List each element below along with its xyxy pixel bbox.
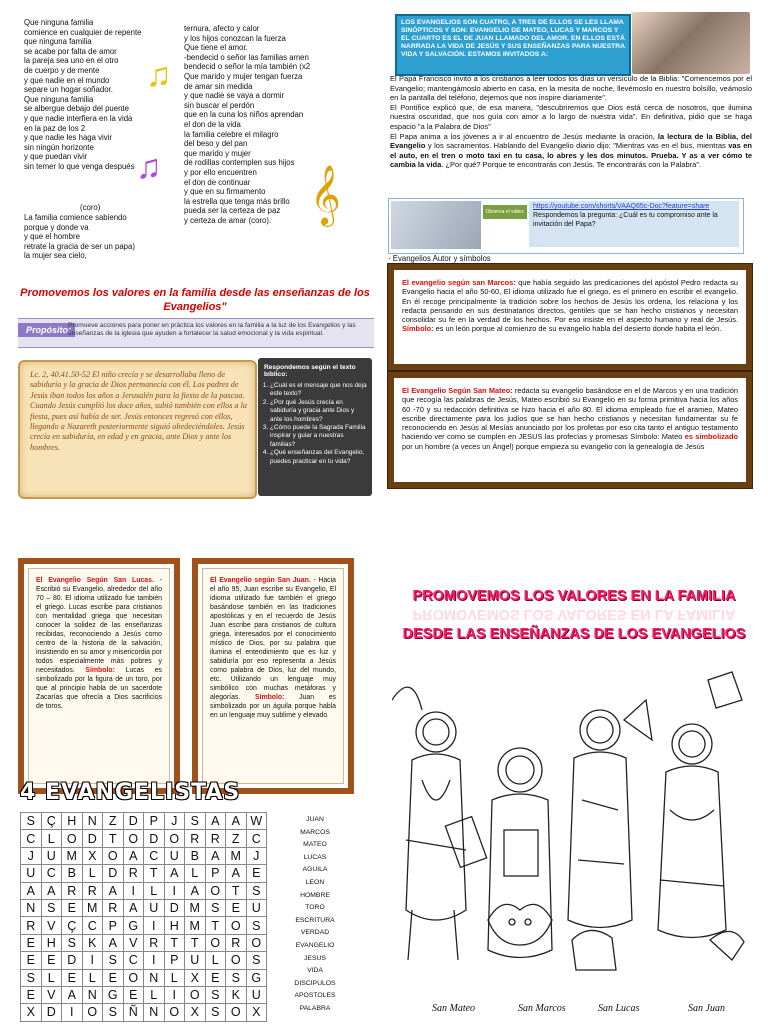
wordsearch-cell[interactable]: Ñ bbox=[123, 1004, 144, 1021]
wordsearch-word: PALABRA bbox=[299, 1004, 331, 1012]
wordsearch-word: VIDA bbox=[307, 967, 323, 975]
wordsearch-word: EVANGELIO bbox=[295, 941, 335, 949]
article-text: y los sacramentos. Hablando del Evangelio diario dijo: "Mientras vas en el bus, mientras bbox=[425, 141, 729, 151]
wordsearch-cell[interactable]: U bbox=[41, 847, 62, 864]
wordsearch-cell[interactable]: E bbox=[41, 952, 62, 969]
wordsearch-cell[interactable]: S bbox=[246, 952, 267, 969]
wordsearch-cell[interactable]: S bbox=[185, 813, 206, 830]
wordsearch-cell[interactable]: Ç bbox=[62, 917, 83, 934]
caption-san-juan: San Juan bbox=[688, 1003, 725, 1014]
wordsearch-row bbox=[21, 813, 267, 830]
wordsearch-cell[interactable]: A bbox=[205, 813, 226, 830]
wordsearch-cell[interactable]: P bbox=[144, 813, 165, 830]
pope-photo bbox=[632, 12, 750, 74]
wordsearch-cell[interactable]: E bbox=[21, 934, 42, 951]
article-text: El Papa anima a los jóvenes a ir al encuentro de Jesús mediante la oración, bbox=[390, 131, 658, 141]
wordsearch-cell[interactable]: U bbox=[144, 899, 165, 916]
wordsearch-cell[interactable]: A bbox=[164, 865, 185, 882]
wordsearch-cell[interactable]: A bbox=[185, 882, 206, 899]
wordsearch-cell[interactable]: S bbox=[205, 986, 226, 1003]
wordsearch-cell[interactable]: L bbox=[41, 969, 62, 986]
hymn-column-2: ternura, afecto y calor y los hijos conozcan la fuerza Que tiene el amor. -bendecid o señor las familias amen bendecid o señor la mía también (x2 Que marido y mujer tengan fuerza de amar sin medida y que nadie se vaya a dormir sin buscar el perdón que en la cuna los niños aprendan el don de la vida la familia celebre el milagro del beso y del pan que marido y mujer de rodillas contemplen sus hijos y por ello encuentren el don de continuar y que en su firmamento la estrella que tenga más brillo pueda ser la certeza de paz y certeza de amar (coro). bbox=[184, 24, 311, 225]
card-title: El evangelio según san Marcos: bbox=[402, 278, 516, 287]
wordsearch-word: MARCOS bbox=[300, 828, 330, 836]
wordsearch-cell[interactable]: O bbox=[123, 830, 144, 847]
wordsearch-cell[interactable]: R bbox=[62, 882, 83, 899]
wordsearch-cell[interactable]: V bbox=[123, 934, 144, 951]
banner-text: LOS EVANGELIOS SON CUATRO, A TRES DE ELLOS SE LES LLAMA SINÓPTICOS Y SON: EVANGELIO DE MATEO, LUCAS Y MARCOS Y EL CUARTO ES EL DE JUAN LLAMADO DEL AMOR. EN ELLOS ESTÁ NARRADA LA VIDA DE JESÚS Y SUS ENSEÑANZAS PARA NUESTRA VIDA Y SALVACIÓN. ESTAMOS INVITADOS A: bbox=[401, 19, 625, 59]
wordsearch-cell[interactable]: P bbox=[103, 917, 124, 934]
wordsearch-cell[interactable]: R bbox=[144, 934, 165, 951]
gospel-card-mateo bbox=[388, 372, 752, 488]
wordsearch-cell[interactable]: E bbox=[21, 986, 42, 1003]
symbol-label: es simbolizado bbox=[684, 432, 739, 442]
wordsearch-cell[interactable]: J bbox=[164, 813, 185, 830]
wordsearch-cell[interactable]: D bbox=[41, 1004, 62, 1021]
wordsearch-cell[interactable]: O bbox=[123, 969, 144, 986]
symbol-label: Símbolo: bbox=[85, 667, 115, 674]
section-heading: - Evangelios Autor y símbolos bbox=[388, 254, 491, 263]
wordsearch-cell[interactable]: U bbox=[185, 952, 206, 969]
pope-writing-image bbox=[391, 201, 481, 249]
card-text: - Escribió su Evangelio, alrededor del año 70 – 80. El idioma utilizado fue también el griego. Lucas escribe para cristianos con mentalidad griega que necesitan conocer la solidez de las enseñanzas recibidas, reconociendo a Jesús como centro de la historia de la salvación, insistiendo en su amor y misericordia por todos especialmente más pobres y necesitados. bbox=[36, 577, 162, 674]
wordsearch-cell[interactable]: A bbox=[62, 986, 83, 1003]
wordsearch-cell[interactable]: A bbox=[103, 882, 124, 899]
wordsearch-word: ESCRITURA bbox=[295, 916, 335, 924]
wordsearch-cell[interactable]: P bbox=[205, 865, 226, 882]
wordsearch-cell[interactable]: D bbox=[123, 813, 144, 830]
wordsearch-cell[interactable]: E bbox=[103, 969, 124, 986]
wordsearch-cell[interactable]: E bbox=[21, 952, 42, 969]
wordsearch-cell[interactable]: P bbox=[164, 952, 185, 969]
wordsearch-cell[interactable]: L bbox=[205, 952, 226, 969]
wordsearch-cell[interactable]: S bbox=[21, 969, 42, 986]
video-label: Observa el video: bbox=[483, 205, 527, 219]
coloring-title-line1: PROMOVEMOS LOS VALORES EN LA FAMILIA bbox=[412, 588, 736, 604]
card-text: Lucas es simbolizado por la figura de un toro, por que al principio habla de un sacerdote Zacarías que ofrecía a Dios sacrificios de toros. bbox=[36, 667, 162, 710]
coloring-title-reflection: PROMOVEMOS LOS VALORES EN LA FAMILIA bbox=[412, 606, 736, 622]
video-panel bbox=[529, 201, 739, 247]
wordsearch-cell[interactable]: S bbox=[205, 1004, 226, 1021]
wordsearch-cell[interactable]: N bbox=[21, 899, 42, 916]
wordsearch-cell[interactable]: E bbox=[62, 969, 83, 986]
treble-clef-icon: 𝄞 bbox=[310, 166, 341, 224]
wordsearch-cell[interactable]: Ç bbox=[41, 813, 62, 830]
wordsearch-cell[interactable]: B bbox=[62, 865, 83, 882]
wordsearch-cell[interactable]: T bbox=[164, 934, 185, 951]
wordsearch-cell[interactable]: I bbox=[82, 952, 103, 969]
wordsearch-cell[interactable]: O bbox=[82, 1004, 103, 1021]
wordsearch-row bbox=[21, 969, 267, 986]
wordsearch-cell[interactable]: I bbox=[164, 986, 185, 1003]
card-title: El Evangelio Según San Mateo: bbox=[402, 386, 513, 395]
wordsearch-cell[interactable]: R bbox=[205, 830, 226, 847]
wordsearch-row bbox=[21, 952, 267, 969]
wordsearch-cell[interactable]: A bbox=[21, 882, 42, 899]
wordsearch-cell[interactable]: S bbox=[205, 899, 226, 916]
wordsearch-cell[interactable]: O bbox=[246, 934, 267, 951]
wordsearch-cell[interactable]: O bbox=[62, 830, 83, 847]
video-box bbox=[388, 198, 744, 254]
card-text: Juan es simbolizado por un águila porque habla en un lenguaje muy sublime y elevado bbox=[210, 694, 336, 719]
wordsearch-cell[interactable]: I bbox=[144, 917, 165, 934]
wordsearch-cell[interactable]: R bbox=[185, 830, 206, 847]
wordsearch-row bbox=[21, 986, 267, 1003]
wordsearch-cell[interactable]: D bbox=[164, 899, 185, 916]
wordsearch-cell[interactable]: O bbox=[103, 847, 124, 864]
wordsearch-cell[interactable]: R bbox=[123, 865, 144, 882]
wordsearch-cell[interactable]: S bbox=[62, 934, 83, 951]
video-prompt: Respondemos la pregunta: ¿Cuál es tu compromiso ante la invitación del Papa? bbox=[533, 211, 718, 228]
article-paragraph: El Papa Francisco invitó a los cristianos a leer todos los días un versículo de la Biblia: "Comencemos por el Evangelio; mantengámoslo abierto en casa, en la mesita de noche, llevémoslo en nuestro bolsillo, veámoslo en la pantalla del teléfono, dejemos que nos inspire diariamente". bbox=[390, 74, 752, 103]
wordsearch-cell[interactable]: W bbox=[246, 813, 267, 830]
wordsearch-cell[interactable]: X bbox=[21, 1004, 42, 1021]
card-text: redacta su evangelio basándose en el de Marcos y en una tradición que recogía las palabras de Jesús, Mateo escribió su Evangelio en su forma primitiva hacia los años 60 -70 y su redacción definitiva se hizo hacia el año 80. El idioma empleado fue el arameo, Mateo escribe directamente para los judíos que se han hecho cristianos y necesitan fundamentar su fe reconociendo en Jesús al Mesías anunciado por los profetas por eso cita tanto el antiguo testamento haciendo ver como se cumplen en JESUS las profecías y promesas Símbolo: Mateo bbox=[402, 386, 738, 442]
purpose-box bbox=[18, 318, 374, 348]
wordsearch-cell[interactable]: X bbox=[246, 1004, 267, 1021]
wordsearch-grid bbox=[20, 812, 267, 1022]
wordsearch-cell[interactable]: M bbox=[62, 847, 83, 864]
wordsearch-cell[interactable]: L bbox=[82, 969, 103, 986]
wordsearch-cell[interactable]: M bbox=[185, 917, 206, 934]
wordsearch-cell[interactable]: C bbox=[41, 865, 62, 882]
wordsearch-cell[interactable]: M bbox=[185, 899, 206, 916]
article-bold: vas en el auto, en el tren o moto taxi en tu casa, lo abres y les dos minutos. Prueba. Y as a ver cómo te cambia la vida bbox=[390, 141, 752, 170]
wordsearch-cell[interactable]: C bbox=[246, 830, 267, 847]
video-link[interactable]: https://youtube.com/shorts/VAAQ65c-Doc?feature=share bbox=[533, 203, 710, 210]
wordsearch-cell[interactable]: A bbox=[41, 882, 62, 899]
article-paragraph bbox=[390, 132, 752, 170]
wordsearch-cell[interactable]: L bbox=[144, 882, 165, 899]
wordsearch-cell[interactable]: I bbox=[62, 1004, 83, 1021]
wordsearch-cell[interactable]: O bbox=[226, 1004, 247, 1021]
saint-mateo-figure bbox=[392, 687, 487, 960]
wordsearch-cell[interactable]: S bbox=[103, 1004, 124, 1021]
pope-article bbox=[390, 74, 752, 170]
wordsearch-cell[interactable]: G bbox=[123, 917, 144, 934]
wordsearch-cell[interactable]: C bbox=[21, 830, 42, 847]
hymn-column-1: Que ninguna familia comience en cualquier de repente que ninguna familia se acabe por falta de amor la pareja sea uno en el otro de cuerpo y de mente y que nadie en el mundo separe un hogar soñador. Que ninguna familia se albergue debajo del puente y que nadie interfiera en la vida en la paz de los 2 y que nadie les haga vivir sin ningún horizonte y que puedan vivir sin temer lo que venga después bbox=[24, 18, 142, 171]
symbol-label: Símbolo: bbox=[402, 324, 434, 334]
gospel-card-marcos bbox=[388, 264, 752, 370]
gospel-card-lucas bbox=[18, 558, 180, 794]
saint-marcos-figure bbox=[488, 748, 552, 958]
wordsearch-cell[interactable]: N bbox=[82, 813, 103, 830]
wordsearch-cell[interactable]: L bbox=[185, 865, 206, 882]
wordsearch-cell[interactable]: X bbox=[185, 969, 206, 986]
caption-san-marcos: San Marcos bbox=[518, 1003, 566, 1014]
card-title: El Evangelio según San Juan. bbox=[210, 577, 311, 584]
lesson-title: Promovemos los valores en la familia desde las enseñanzas de los Evangelios" bbox=[20, 287, 370, 313]
card-text: es un león porque al comienzo de su evangelio habla del desierto donde habita el león. bbox=[433, 324, 722, 334]
wordsearch-word: LUCAS bbox=[303, 853, 327, 861]
questions-board bbox=[258, 358, 372, 496]
wordsearch-cell[interactable]: B bbox=[185, 847, 206, 864]
wordsearch-cell[interactable]: E bbox=[226, 899, 247, 916]
wordsearch-cell[interactable]: O bbox=[164, 830, 185, 847]
wordsearch-cell[interactable]: U bbox=[164, 847, 185, 864]
caption-san-lucas: San Lucas bbox=[598, 1003, 640, 1014]
question-item: 3. ¿Cómo puede la Sagrada Familia inspirar y guiar a nuestras familias? bbox=[270, 424, 368, 449]
gospels-banner bbox=[395, 14, 631, 76]
question-item: 2. ¿Por qué Jesús crecía en sabiduría y gracia ante Dios y ante los hombres? bbox=[270, 399, 368, 424]
saint-lucas-figure bbox=[568, 700, 652, 970]
wordsearch-cell[interactable]: D bbox=[144, 830, 165, 847]
wordsearch-cell[interactable]: O bbox=[185, 986, 206, 1003]
wordsearch-row bbox=[21, 917, 267, 934]
wordsearch-cell[interactable]: A bbox=[103, 934, 124, 951]
wordsearch-word: JUAN bbox=[306, 816, 324, 823]
wordsearch-cell[interactable]: T bbox=[185, 934, 206, 951]
wordsearch-cell[interactable]: K bbox=[226, 986, 247, 1003]
wordsearch-cell[interactable]: R bbox=[21, 917, 42, 934]
wordsearch-word: APOSTOLES bbox=[294, 992, 336, 1000]
wordsearch-cell[interactable]: S bbox=[246, 882, 267, 899]
purpose-text: Promueve acciones para poner en práctica los valores en la familia a la luz de los Evangelios y las enseñanzas de la iglesia que ayuden a fortalecer la salud emocional y la vida espiritual. bbox=[68, 322, 356, 337]
wordsearch-cell[interactable]: S bbox=[246, 917, 267, 934]
wordsearch-cell[interactable]: D bbox=[82, 830, 103, 847]
evangelists-coloring-page bbox=[392, 660, 758, 1000]
wordsearch-cell[interactable]: K bbox=[82, 934, 103, 951]
wordsearch-cell[interactable]: O bbox=[226, 917, 247, 934]
wordsearch-cell[interactable]: J bbox=[21, 847, 42, 864]
wordsearch-row bbox=[21, 1004, 267, 1021]
question-item: 1. ¿Cuál es el mensaje que nos deja este texto? bbox=[270, 382, 368, 399]
wordsearch-cell[interactable]: I bbox=[123, 882, 144, 899]
article-text: . ¿Por qué? Porque te encontrarás con Jesús. Te encontrarás con la Palabra". bbox=[441, 160, 702, 170]
wordsearch-word: MATEO bbox=[303, 841, 327, 849]
wordsearch-cell[interactable]: H bbox=[164, 917, 185, 934]
wordsearch-row bbox=[21, 865, 267, 882]
wordsearch-cell[interactable]: L bbox=[164, 969, 185, 986]
wordsearch-cell[interactable]: T bbox=[205, 917, 226, 934]
wordsearch-cell[interactable]: O bbox=[226, 952, 247, 969]
wordsearch-row bbox=[21, 882, 267, 899]
card-text: - Hacia el año 95, Juan escribe su Evangelio, El idioma utilizado fue también el griego basándose también en las tradiciones apostólicas y en el recuerdo de Jesús Juan escribe para cristianos de cultura griega, interesados por el conocimiento místico de Dios, por su palabra que ilumina el entendimiento que es luz y sabiduría por eso representa a Jesús como palabra de Dios, luz del mundo, etc. Utilizando un lenguaje muy simbólico con muchas metáforas y alegorías. bbox=[210, 577, 336, 701]
wordsearch-cell[interactable]: I bbox=[144, 952, 165, 969]
wordsearch-cell[interactable]: R bbox=[103, 899, 124, 916]
wordsearch-word: VERDAD bbox=[300, 929, 330, 937]
wordsearch-cell[interactable]: G bbox=[103, 986, 124, 1003]
wordsearch-cell[interactable]: N bbox=[144, 969, 165, 986]
wordsearch-cell[interactable]: I bbox=[164, 882, 185, 899]
coloring-title-line2: DESDE LAS ENSEÑANZAS DE LOS EVANGELIOS bbox=[402, 626, 746, 642]
wordsearch-cell[interactable]: T bbox=[144, 865, 165, 882]
saint-juan-figure bbox=[658, 672, 744, 960]
wordsearch-cell[interactable]: Z bbox=[226, 830, 247, 847]
hymn-column-1b: La familia comience sabiendo porque y donde va y que el hombre retrate la gracia de ser un papa) la mujer sea cielo, bbox=[24, 213, 135, 261]
wordsearch-cell[interactable]: J bbox=[246, 847, 267, 864]
wordsearch-cell[interactable]: E bbox=[123, 986, 144, 1003]
wordsearch-row bbox=[21, 830, 267, 847]
wordsearch-cell[interactable]: Z bbox=[103, 813, 124, 830]
wordsearch-cell[interactable]: N bbox=[82, 986, 103, 1003]
wordsearch-cell[interactable]: V bbox=[41, 917, 62, 934]
wordsearch-cell[interactable]: S bbox=[103, 952, 124, 969]
wordsearch-cell[interactable]: R bbox=[226, 934, 247, 951]
wordsearch-cell[interactable]: U bbox=[21, 865, 42, 882]
wordsearch-cell[interactable]: M bbox=[82, 899, 103, 916]
wordsearch-cell[interactable]: C bbox=[82, 917, 103, 934]
gospel-card-juan bbox=[192, 558, 354, 794]
card-text: por un hombre (a veces un Ángel) porque empieza su evangelio con la genealogía de Jesús bbox=[402, 441, 705, 451]
wordsearch-cell[interactable]: A bbox=[226, 813, 247, 830]
wordsearch-row bbox=[21, 847, 267, 864]
wordsearch-word-list bbox=[272, 814, 358, 1016]
wordsearch-word: TORO bbox=[305, 904, 325, 912]
music-note-icon: ♫ bbox=[136, 148, 162, 186]
wordsearch-cell[interactable]: E bbox=[62, 899, 83, 916]
wordsearch-cell[interactable]: A bbox=[205, 847, 226, 864]
wordsearch-cell[interactable]: U bbox=[246, 986, 267, 1003]
wordsearch-word: JESUS bbox=[304, 954, 326, 962]
wordsearch-cell[interactable]: O bbox=[164, 1004, 185, 1021]
article-paragraph: El Pontífice explicó que, de esa manera, "descubriremos que Dios está cerca de nosotros, que ilumina nuestra oscuridad, que nos guía con amor a lo largo de nuestra vida". En definitiva, pidió que se haga espacio "a la Palabra de Dios" bbox=[390, 102, 752, 131]
wordsearch-cell[interactable]: E bbox=[205, 969, 226, 986]
wordsearch-cell[interactable]: L bbox=[82, 865, 103, 882]
purpose-tag: Propósito: bbox=[18, 323, 75, 337]
wordsearch-cell[interactable]: L bbox=[144, 986, 165, 1003]
wordsearch-cell[interactable]: G bbox=[246, 969, 267, 986]
wordsearch-word: LEON bbox=[305, 878, 325, 886]
wordsearch-title: 4 EVANGELISTAS bbox=[20, 780, 241, 805]
wordsearch-cell[interactable]: S bbox=[21, 813, 42, 830]
wordsearch-cell[interactable]: X bbox=[82, 847, 103, 864]
wordsearch-cell[interactable]: S bbox=[41, 899, 62, 916]
wordsearch-cell[interactable]: D bbox=[103, 865, 124, 882]
wordsearch-cell[interactable]: L bbox=[41, 830, 62, 847]
questions-title: Respondemos según el texto bíblico: bbox=[264, 364, 356, 378]
wordsearch-word: DISCIPULOS bbox=[294, 979, 336, 987]
scripture-text: Lc. 2, 40.41.50-52 El niño crecía y se desarrollaba lleno de sabiduría y la gracia de Dios permanecía con él. Los padres de Jesús iban todos los años a Jerusalén para la fiesta de la pascua. Cuando Jesús cumplió los doce años, subió también con ellos a la fiesta, pues así había de ser. Jesús entonces regresó con ellos, llegando a Nazareth posteriormente siguió obedeciéndoles. Jesús crecía en sabiduría, en edad y en gracia, ante Dios y ante los hombres. bbox=[30, 370, 247, 452]
wordsearch-row bbox=[21, 899, 267, 916]
wordsearch-cell[interactable]: R bbox=[82, 882, 103, 899]
wordsearch-cell[interactable]: S bbox=[226, 969, 247, 986]
wordsearch-cell[interactable]: U bbox=[246, 899, 267, 916]
wordsearch-cell[interactable]: C bbox=[123, 952, 144, 969]
wordsearch-word: HOMBRE bbox=[300, 891, 330, 899]
article-bold: la lectura de la Biblia, del Evangelio bbox=[390, 131, 752, 151]
wordsearch-cell[interactable]: D bbox=[62, 952, 83, 969]
wordsearch-cell[interactable]: O bbox=[205, 882, 226, 899]
wordsearch-cell[interactable]: A bbox=[123, 847, 144, 864]
wordsearch-cell[interactable]: A bbox=[226, 865, 247, 882]
wordsearch-cell[interactable]: N bbox=[144, 1004, 165, 1021]
wordsearch-cell[interactable]: V bbox=[41, 986, 62, 1003]
caption-san-mateo: San Mateo bbox=[432, 1003, 476, 1014]
wordsearch-row bbox=[21, 934, 267, 951]
hymn-chorus-mark: (coro) bbox=[80, 203, 101, 212]
symbol-label: Símbolo: bbox=[254, 694, 285, 701]
wordsearch-cell[interactable]: H bbox=[41, 934, 62, 951]
wordsearch-cell[interactable]: A bbox=[123, 899, 144, 916]
wordsearch-cell[interactable]: T bbox=[103, 830, 124, 847]
wordsearch-cell[interactable]: M bbox=[226, 847, 247, 864]
question-item: 4. ¿Qué enseñanzas del Evangelio, puedes practicar en tu vida? bbox=[270, 449, 368, 466]
wordsearch-cell[interactable]: H bbox=[62, 813, 83, 830]
wordsearch-word: AGUILA bbox=[302, 866, 328, 874]
wordsearch-cell[interactable]: T bbox=[226, 882, 247, 899]
wordsearch-cell[interactable]: X bbox=[185, 1004, 206, 1021]
card-text: que había seguido las predicaciones del apóstol Pedro redacta su Evangelio hacia el año 50-60, El idioma utilizado fue el griego, es el primero en escribir el evangelio. En él recoge principalmente la tradición sobre los hechos de Jesús los ordena, los relaciona y los redacta pensando en sus destinatarios directos, gentiles que se han hecho cristianos y necesitan consolidar su fe en la verdad de los hechos. Por eso insiste en el aspecto humano y real de Jesús. bbox=[402, 278, 738, 325]
wordsearch-cell[interactable]: O bbox=[205, 934, 226, 951]
music-note-icon: ♫ bbox=[146, 56, 172, 94]
wordsearch-cell[interactable]: C bbox=[144, 847, 165, 864]
wordsearch-cell[interactable]: E bbox=[246, 865, 267, 882]
card-title: El Evangelio Según San Lucas. bbox=[36, 577, 154, 584]
scripture-scroll bbox=[18, 360, 257, 499]
